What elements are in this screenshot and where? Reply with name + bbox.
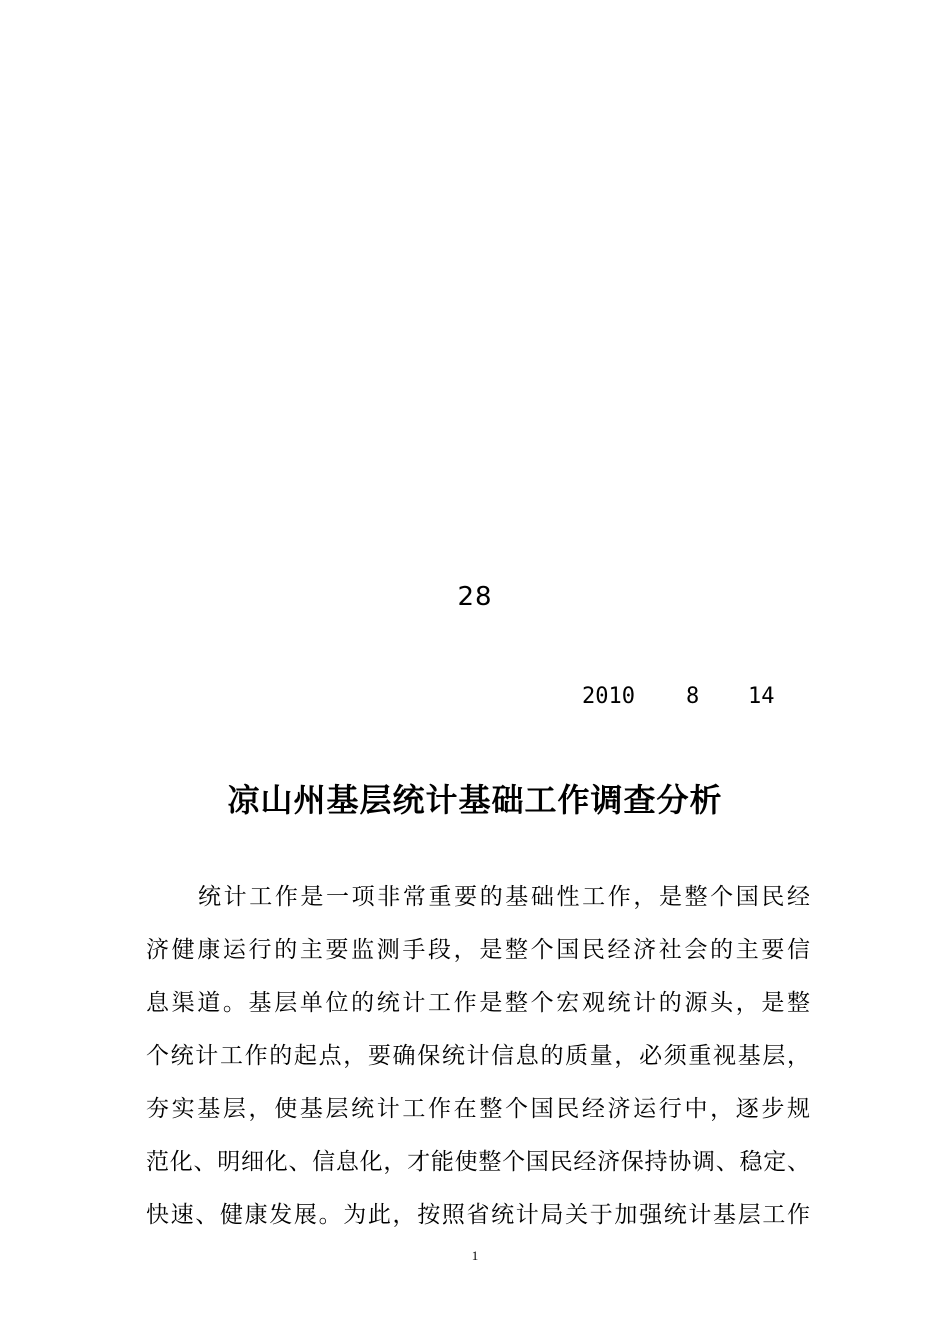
body-paragraph [146,877,810,1248]
paragraph-line: 济健康运行的主要监测手段，是整个国民经济社会的主要信 [146,937,810,963]
date-year: 2010 [582,684,635,709]
date-day: 14 [748,684,775,709]
paragraph-line: 夯实基层，使基层统计工作在整个国民经济运行中，逐步规 [146,1096,810,1122]
date-month: 8 [686,684,700,709]
paragraph-line: 统计工作是一项非常重要的基础性工作，是整个国民经 [198,884,810,910]
document-title: 凉山州基层统计基础工作调查分析 [227,781,723,819]
issue-number: 28 [457,582,493,612]
paragraph-line: 息渠道。基层单位的统计工作是整个宏观统计的源头，是整 [146,990,810,1016]
page-number: 1 [471,1248,479,1263]
paragraph-line: 快速、健康发展。为此，按照省统计局关于加强统计基层工作 [146,1202,810,1228]
paragraph-line: 范化、明细化、信息化，才能使整个国民经济保持协调、稳定、 [146,1149,810,1175]
paragraph-line: 个统计工作的起点，要确保统计信息的质量，必须重视基层， [146,1043,810,1069]
